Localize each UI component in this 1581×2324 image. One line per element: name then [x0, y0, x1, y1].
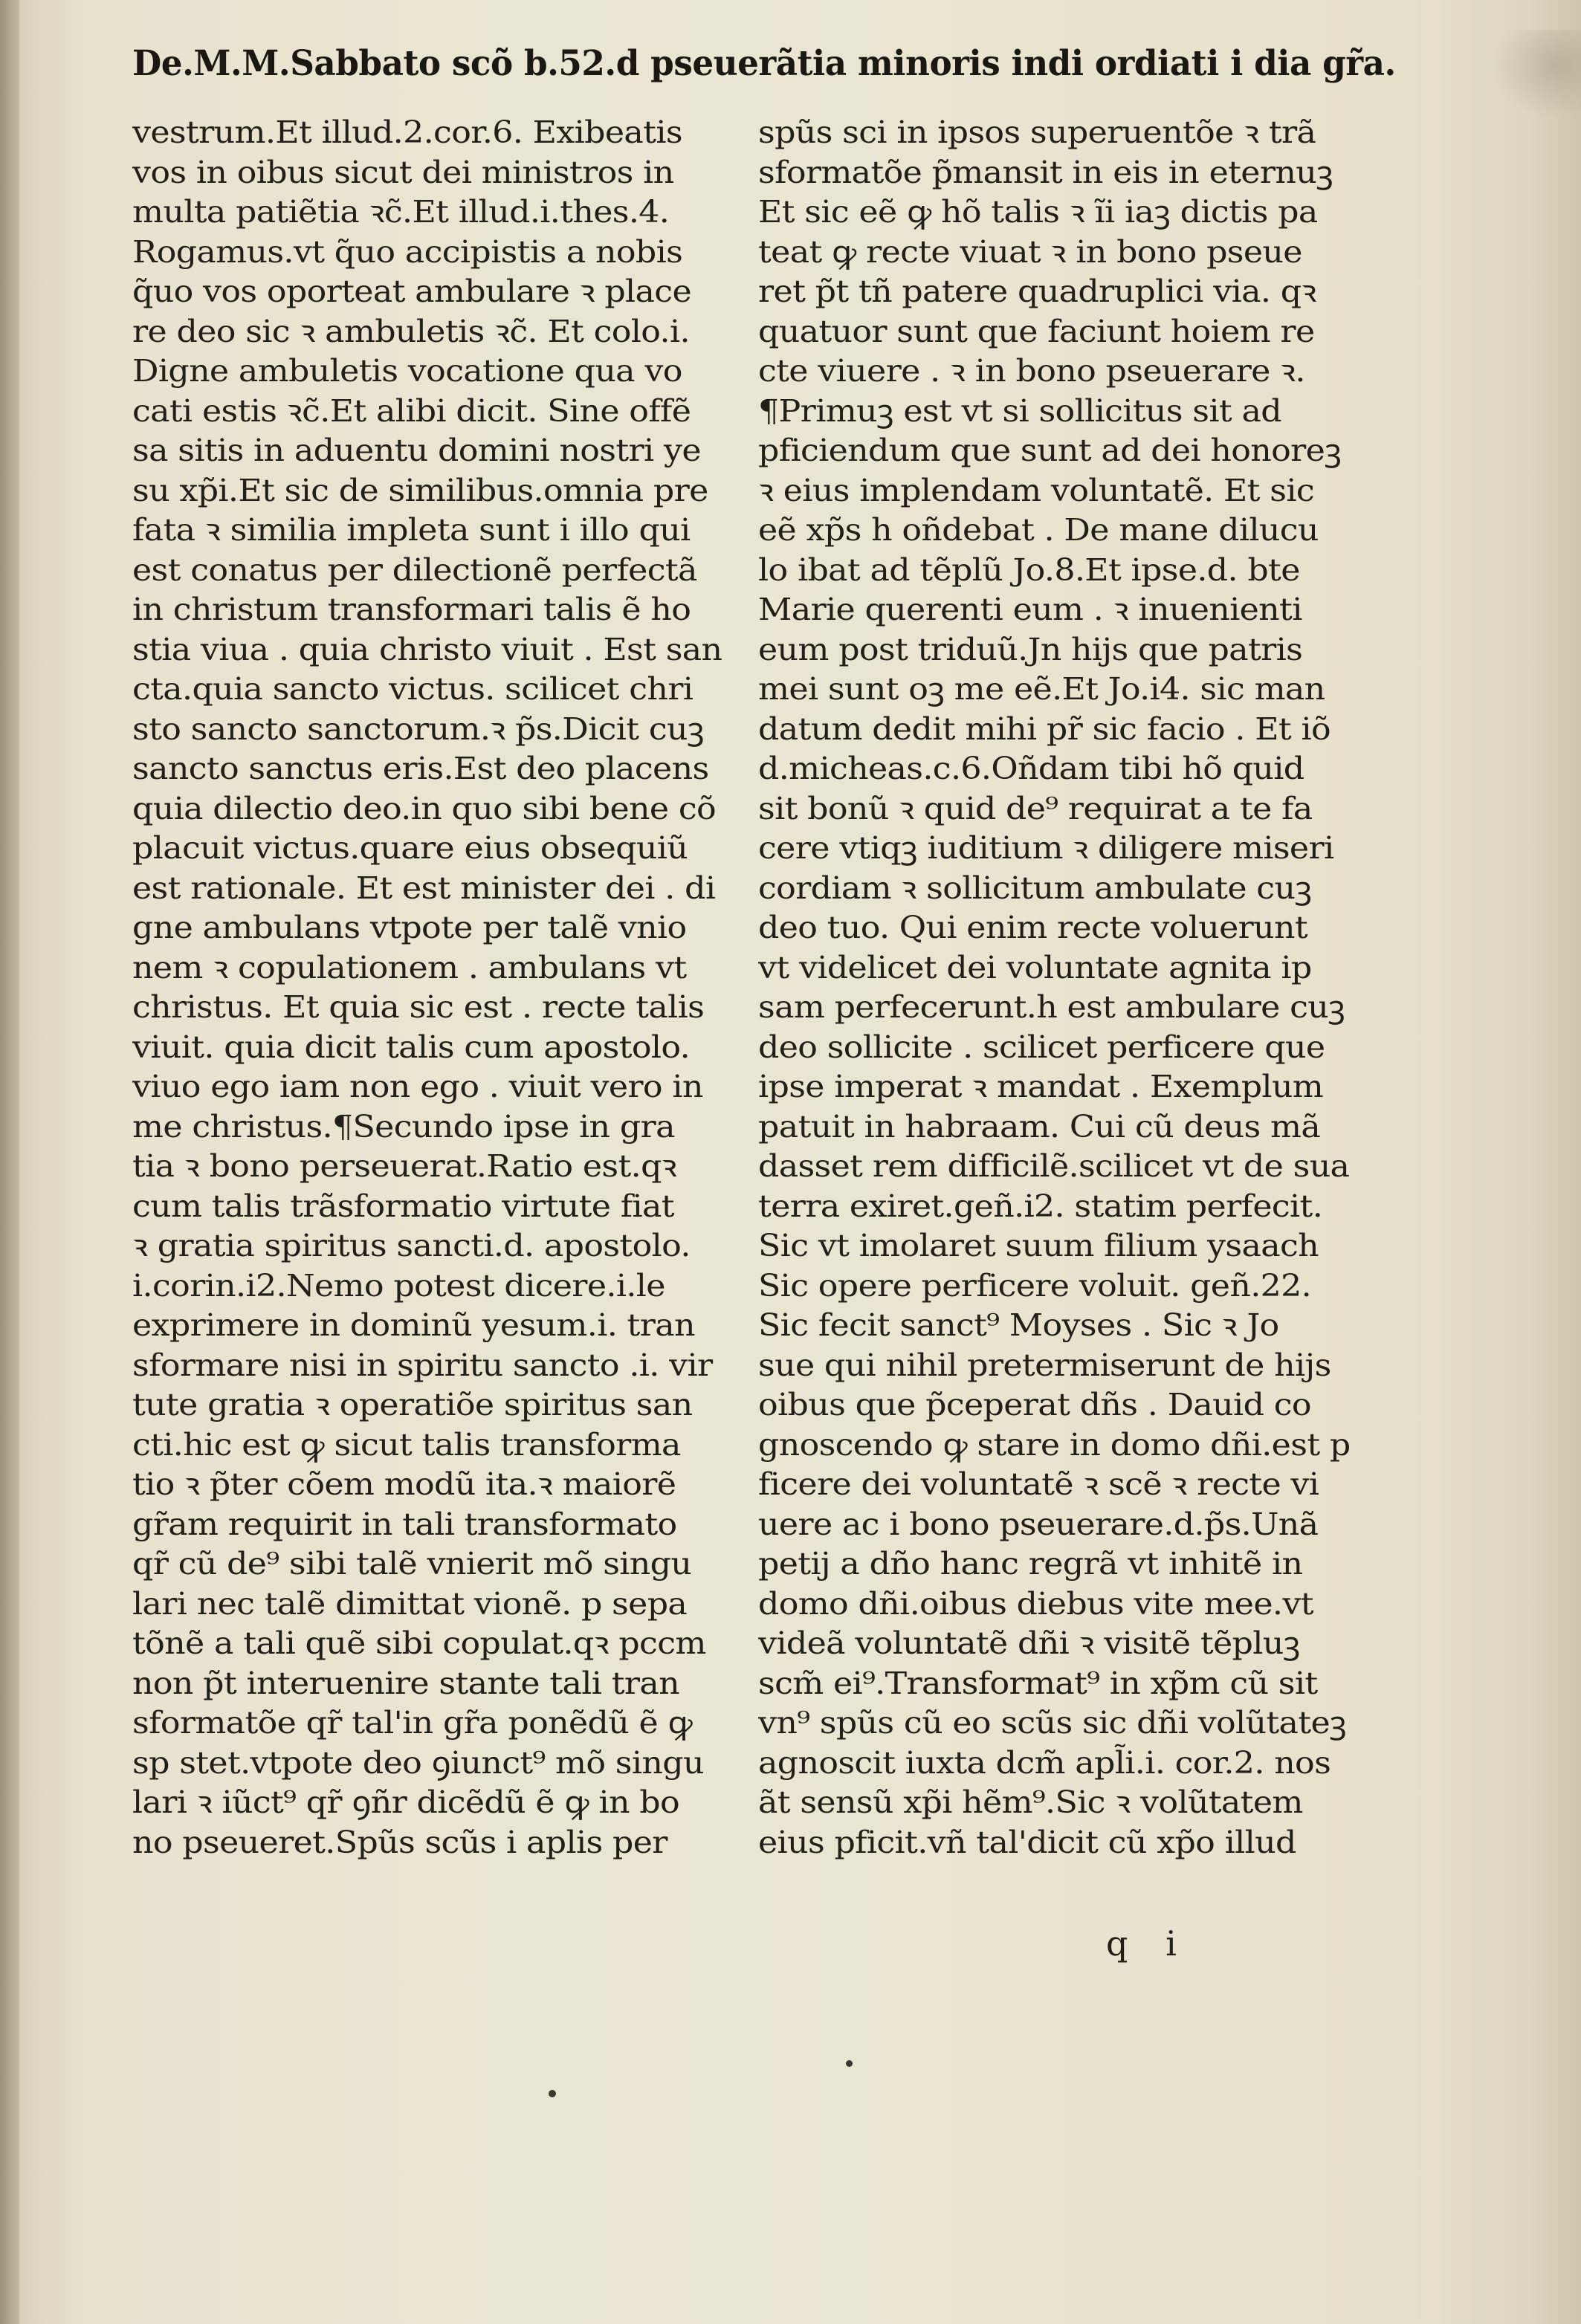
text-line: oibus que p̃ceperat dñs . Dauid co — [758, 1387, 1311, 1422]
text-line: tia ꝛ bono perseuerat.Ratio est.qꝛ — [132, 1148, 677, 1184]
text-line: ficere dei voluntatẽ ꝛ scẽ ꝛ recte vi — [758, 1466, 1319, 1502]
text-line: lari nec talẽ dimittat vionẽ. p sepa — [132, 1585, 688, 1622]
text-line: sam perfecerunt.h est ambulare cuꝫ — [758, 989, 1345, 1025]
text-line: d.micheas.c.6.Oñdam tibi hõ quid — [758, 751, 1304, 786]
text-line: sto sancto sanctorum.ꝛ p̃s.Dicit cuꝫ — [132, 711, 704, 747]
text-line: scm̃ ei⁹.Transformat⁹ in xp̃m cũ sit — [758, 1665, 1318, 1701]
text-line: placuit victus.quare eius obsequiũ — [132, 830, 688, 866]
text-line: qr̃ cũ de⁹ sibi talẽ vnierit mõ singu — [132, 1546, 692, 1582]
text-line: me christus.¶Secundo ipse in gra — [132, 1108, 675, 1145]
text-line: eẽ xp̃s h oñdebat . De mane dilucu — [758, 512, 1319, 548]
text-line: mei sunt oꝫ me eẽ.Et Jo.i4. sic man — [758, 671, 1325, 707]
text-line: multa patiẽtia ꝛc̃.Et illud.i.thes.4. — [132, 194, 670, 230]
text-line: sit bonũ ꝛ quid de⁹ requirat a te fa — [758, 790, 1313, 826]
text-line: sa sitis in aduentu domini nostri ye — [132, 433, 701, 468]
text-line: tõnẽ a tali quẽ sibi copulat.qꝛ pccm — [132, 1625, 706, 1661]
text-line: videã voluntatẽ dñi ꝛ visitẽ tẽpluꝫ — [758, 1625, 1300, 1661]
text-line: deo sollicite . scilicet perficere que — [758, 1029, 1325, 1065]
text-line: cta.quia sancto victus. scilicet chri — [132, 671, 693, 707]
text-line: gnoscendo ꝙ stare in domo dñi.est p — [758, 1426, 1351, 1463]
text-line: ret p̃t tñ patere quadruplici via. qꝛ — [758, 273, 1316, 309]
left-text-column — [132, 113, 738, 1862]
text-line: gr̃am requirit in tali transformato — [132, 1506, 677, 1542]
text-line: pficiendum que sunt ad dei honoreꝫ — [758, 433, 1342, 468]
text-line: viuit. quia dicit talis cum apostolo. — [132, 1029, 691, 1065]
text-line: ipse imperat ꝛ mandat . Exemplum — [758, 1069, 1324, 1104]
text-line: ꝛ eius implendam voluntatẽ. Et sic — [758, 472, 1315, 508]
ink-speck — [846, 2060, 853, 2067]
text-line: Digne ambuletis vocatione qua vo — [132, 353, 682, 389]
text-line: lo ibat ad tẽplũ Jo.8.Et ipse.d. bte — [758, 551, 1300, 588]
text-line: deo tuo. Qui enim recte voluerunt — [758, 910, 1308, 945]
text-line: vestrum.Et illud.2.cor.6. Exibeatis — [132, 114, 682, 150]
text-line: no pseueret.Spũs scũs i aplis per — [132, 1824, 667, 1860]
text-line: eius pficit.vñ tal'dicit cũ xp̃o illud — [758, 1824, 1296, 1860]
text-line: terra exiret.geñ.i2. statim perfecit. — [758, 1188, 1323, 1224]
text-line: ꝛ gratia spiritus sancti.d. apostolo. — [132, 1228, 691, 1263]
text-line: Et sic eẽ ꝙ hõ talis ꝛ ĩi iaꝫ dictis pa — [758, 194, 1318, 230]
text-line: gne ambulans vtpote per talẽ vnio — [132, 910, 687, 945]
text-line: sformatõe p̃mansit in eis in eternuꝫ — [758, 154, 1333, 190]
text-line: agnoscit iuxta dcm̃ apl̃i.i. cor.2. nos — [758, 1744, 1331, 1781]
text-line: viuo ego iam non ego . viuit vero in — [132, 1069, 703, 1104]
text-line: q̃uo vos oporteat ambulare ꝛ place — [132, 273, 692, 309]
text-line: quatuor sunt que faciunt hoiem re — [758, 313, 1315, 349]
text-line: stia viua . quia christo viuit . Est san — [132, 631, 722, 667]
text-line: sformatõe qr̃ tal'in gr̃a ponẽdũ ẽ ꝙ — [132, 1705, 693, 1741]
text-line: exprimere in dominũ yesum.i. tran — [132, 1307, 695, 1343]
text-line: vn⁹ spũs cũ eo scũs sic dñi volũtateꝫ — [758, 1705, 1346, 1741]
text-line: sue qui nihil pretermiserunt de hijs — [758, 1347, 1331, 1383]
text-line: tio ꝛ p̃ter cõem modũ ita.ꝛ maiorẽ — [132, 1466, 676, 1502]
text-line: uere ac i bono pseuerare.d.p̃s.Unã — [758, 1506, 1319, 1542]
text-line: Rogamus.vt q̃uo accipistis a nobis — [132, 233, 683, 270]
text-line: vos in oibus sicut dei ministros in — [132, 154, 674, 190]
bleed-through-mark — [1492, 30, 1581, 119]
text-line: Marie querenti eum . ꝛ inuenienti — [758, 592, 1302, 627]
text-line: tute gratia ꝛ operatiõe spiritus san — [132, 1387, 693, 1422]
text-line: cati estis ꝛc̃.Et alibi dicit. Sine offẽ — [132, 392, 691, 429]
text-line: non p̃t interuenire stante tali tran — [132, 1665, 679, 1701]
text-line: patuit in habraam. Cui cũ deus mã — [758, 1108, 1321, 1145]
text-line: cte viuere . ꝛ in bono pseuerare ꝛ. — [758, 353, 1305, 389]
text-line: est rationale. Et est minister dei . di — [132, 870, 716, 906]
text-line: dasset rem difficilẽ.scilicet vt de sua — [758, 1148, 1350, 1184]
text-line: fata ꝛ similia impleta sunt i illo qui — [132, 512, 691, 548]
text-line: cti.hic est ꝙ sicut talis transforma — [132, 1426, 681, 1463]
text-line: Sic vt imolaret suum filium ysaach — [758, 1228, 1319, 1263]
text-line: datum dedit mihi pr̃ sic facio . Et iõ — [758, 711, 1331, 747]
text-line: est conatus per dilectionẽ perfectã — [132, 551, 697, 588]
text-line: re deo sic ꝛ ambuletis ꝛc̃. Et colo.i. — [132, 313, 690, 349]
text-line: spũs sci in ipsos superuentõe ꝛ trã — [758, 114, 1316, 150]
text-line: cordiam ꝛ sollicitum ambulate cuꝫ — [758, 870, 1312, 906]
running-head: De.M.M.Sabbato scõ b.52.d pseuerãtia minoris indi ordiati i dia gr̃a. — [132, 43, 1396, 84]
right-text-column — [758, 113, 1364, 1862]
text-line: vt videlicet dei voluntate agnita ip — [758, 949, 1312, 985]
text-line: sancto sanctus eris.Est deo placens — [132, 751, 709, 786]
text-line: ¶Primuꝫ est vt si sollicitus sit ad — [758, 392, 1281, 429]
text-line: Sic opere perficere voluit. geñ.22. — [758, 1267, 1312, 1304]
text-line: nem ꝛ copulationem . ambulans vt — [132, 949, 687, 985]
text-line: cere vtiqꝫ iuditium ꝛ diligere miseri — [758, 830, 1334, 866]
text-line: sp stet.vtpote deo ꝯiunct⁹ mõ singu — [132, 1744, 704, 1781]
text-line: Sic fecit sanct⁹ Moyses . Sic ꝛ Jo — [758, 1307, 1279, 1343]
text-line: cum talis trãsformatio virtute fiat — [132, 1188, 674, 1224]
text-line: i.corin.i2.Nemo potest dicere.i.le — [132, 1267, 665, 1304]
text-line: ãt sensũ xp̃i hẽm⁹.Sic ꝛ volũtatem — [758, 1784, 1303, 1820]
signature-mark: q i — [1106, 1923, 1190, 1964]
text-line: lari ꝛ iũct⁹ qr̃ ꝯñr dicẽdũ ẽ ꝙ in bo — [132, 1784, 679, 1820]
text-line: petij a dño hanc regrã vt inhitẽ in — [758, 1546, 1303, 1582]
text-line: domo dñi.oibus diebus vite mee.vt — [758, 1585, 1313, 1622]
text-line: christus. Et quia sic est . recte talis — [132, 989, 705, 1025]
text-line: eum post triduũ.Jn hijs que patris — [758, 631, 1303, 667]
text-line: su xp̃i.Et sic de similibus.omnia pre — [132, 472, 708, 508]
text-line: sformare nisi in spiritu sancto .i. vir — [132, 1347, 713, 1383]
text-line: teat ꝙ recte viuat ꝛ in bono pseue — [758, 233, 1302, 270]
text-line: quia dilectio deo.in quo sibi bene cõ — [132, 790, 717, 826]
text-line: in christum transformari talis ẽ ho — [132, 592, 691, 627]
ink-speck — [549, 2090, 556, 2097]
